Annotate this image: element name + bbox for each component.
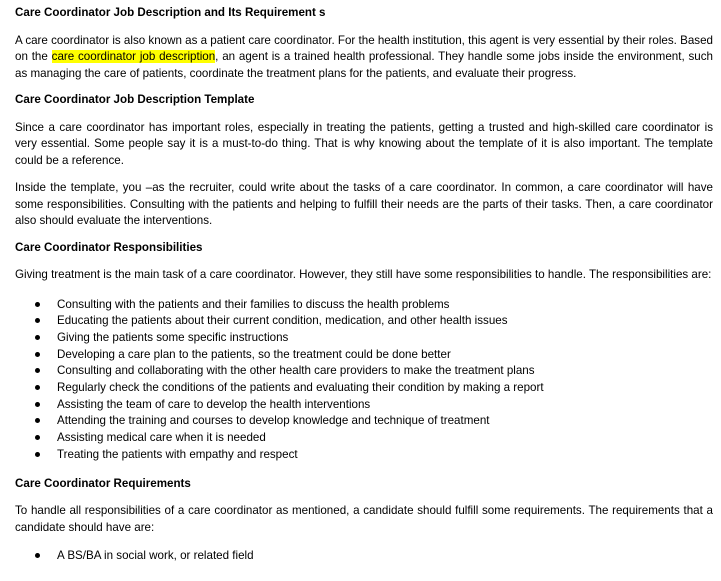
requirements-list	[15, 548, 713, 565]
list-item: Consulting with the patients and their families to discuss the health problems	[15, 297, 713, 314]
responsibilities-intro: Giving treatment is the main task of a care coordinator. However, they still have some responsibilities to handle. The responsibilities are:	[15, 268, 712, 281]
list-item: Attending the training and courses to develop knowledge and technique of treatment	[15, 413, 713, 430]
list-item: Treating the patients with empathy and respect	[15, 447, 713, 464]
list-item: Regularly check the conditions of the patients and evaluating their condition by making a report	[15, 380, 713, 397]
responsibilities-list	[15, 297, 713, 464]
requirements-intro: To handle all responsibilities of a care coordinator as mentioned, a candidate should fulfill some requirements. The requirements that a candidate should have are:	[15, 504, 713, 534]
list-item: Consulting and collaborating with the other health care providers to make the treatment plans	[15, 363, 713, 380]
list-item: Educating the patients about their current condition, medication, and other health issues	[15, 313, 713, 330]
list-item: Developing a care plan to the patients, so the treatment could be done better	[15, 347, 713, 364]
intro-heading: Care Coordinator Job Description and Its Requirement s	[15, 6, 326, 19]
list-item: Assisting the team of care to develop the health interventions	[15, 397, 713, 414]
list-item: A BS/BA in social work, or related field	[15, 548, 713, 565]
template-paragraph-2: Inside the template, you –as the recruiter, could write about the tasks of a care coordinator. In common, a care coordinator will have some responsibilities. Consulting with the patients and helping to fulfill their needs are the parts of their tasks. Then, a care coordinator also should evaluate the interventions.	[15, 181, 713, 227]
intro-paragraph	[15, 33, 713, 83]
job-description-link[interactable]: care coordinator job description	[51, 50, 216, 63]
intro-text-before: A care coordinator is also known as a patient care coordinator. For the health institution, this agent is very essential by their roles. Based on the	[15, 33, 713, 63]
template-paragraph-1: Since a care coordinator has important roles, especially in treating the patients, getting a trusted and high-skilled care coordinator is very essential. Some people say it is a must-to-do thing. That is why knowing about the template of it is also important. The template could be a reference.	[15, 120, 713, 167]
template-heading: Care Coordinator Job Description Template	[15, 93, 255, 106]
list-item: Giving the patients some specific instructions	[15, 330, 713, 347]
list-item: Assisting medical care when it is needed	[15, 430, 713, 447]
requirements-heading: Care Coordinator Requirements	[15, 476, 191, 490]
responsibilities-heading: Care Coordinator Responsibilities	[15, 240, 203, 254]
document-page	[15, 0, 713, 565]
intro-text-after: , an agent is a trained health professional. They handle some jobs inside the environment, such as managing the care of patients, coordinate the treatment plans for the patients, and evaluate their progress.	[15, 50, 713, 80]
